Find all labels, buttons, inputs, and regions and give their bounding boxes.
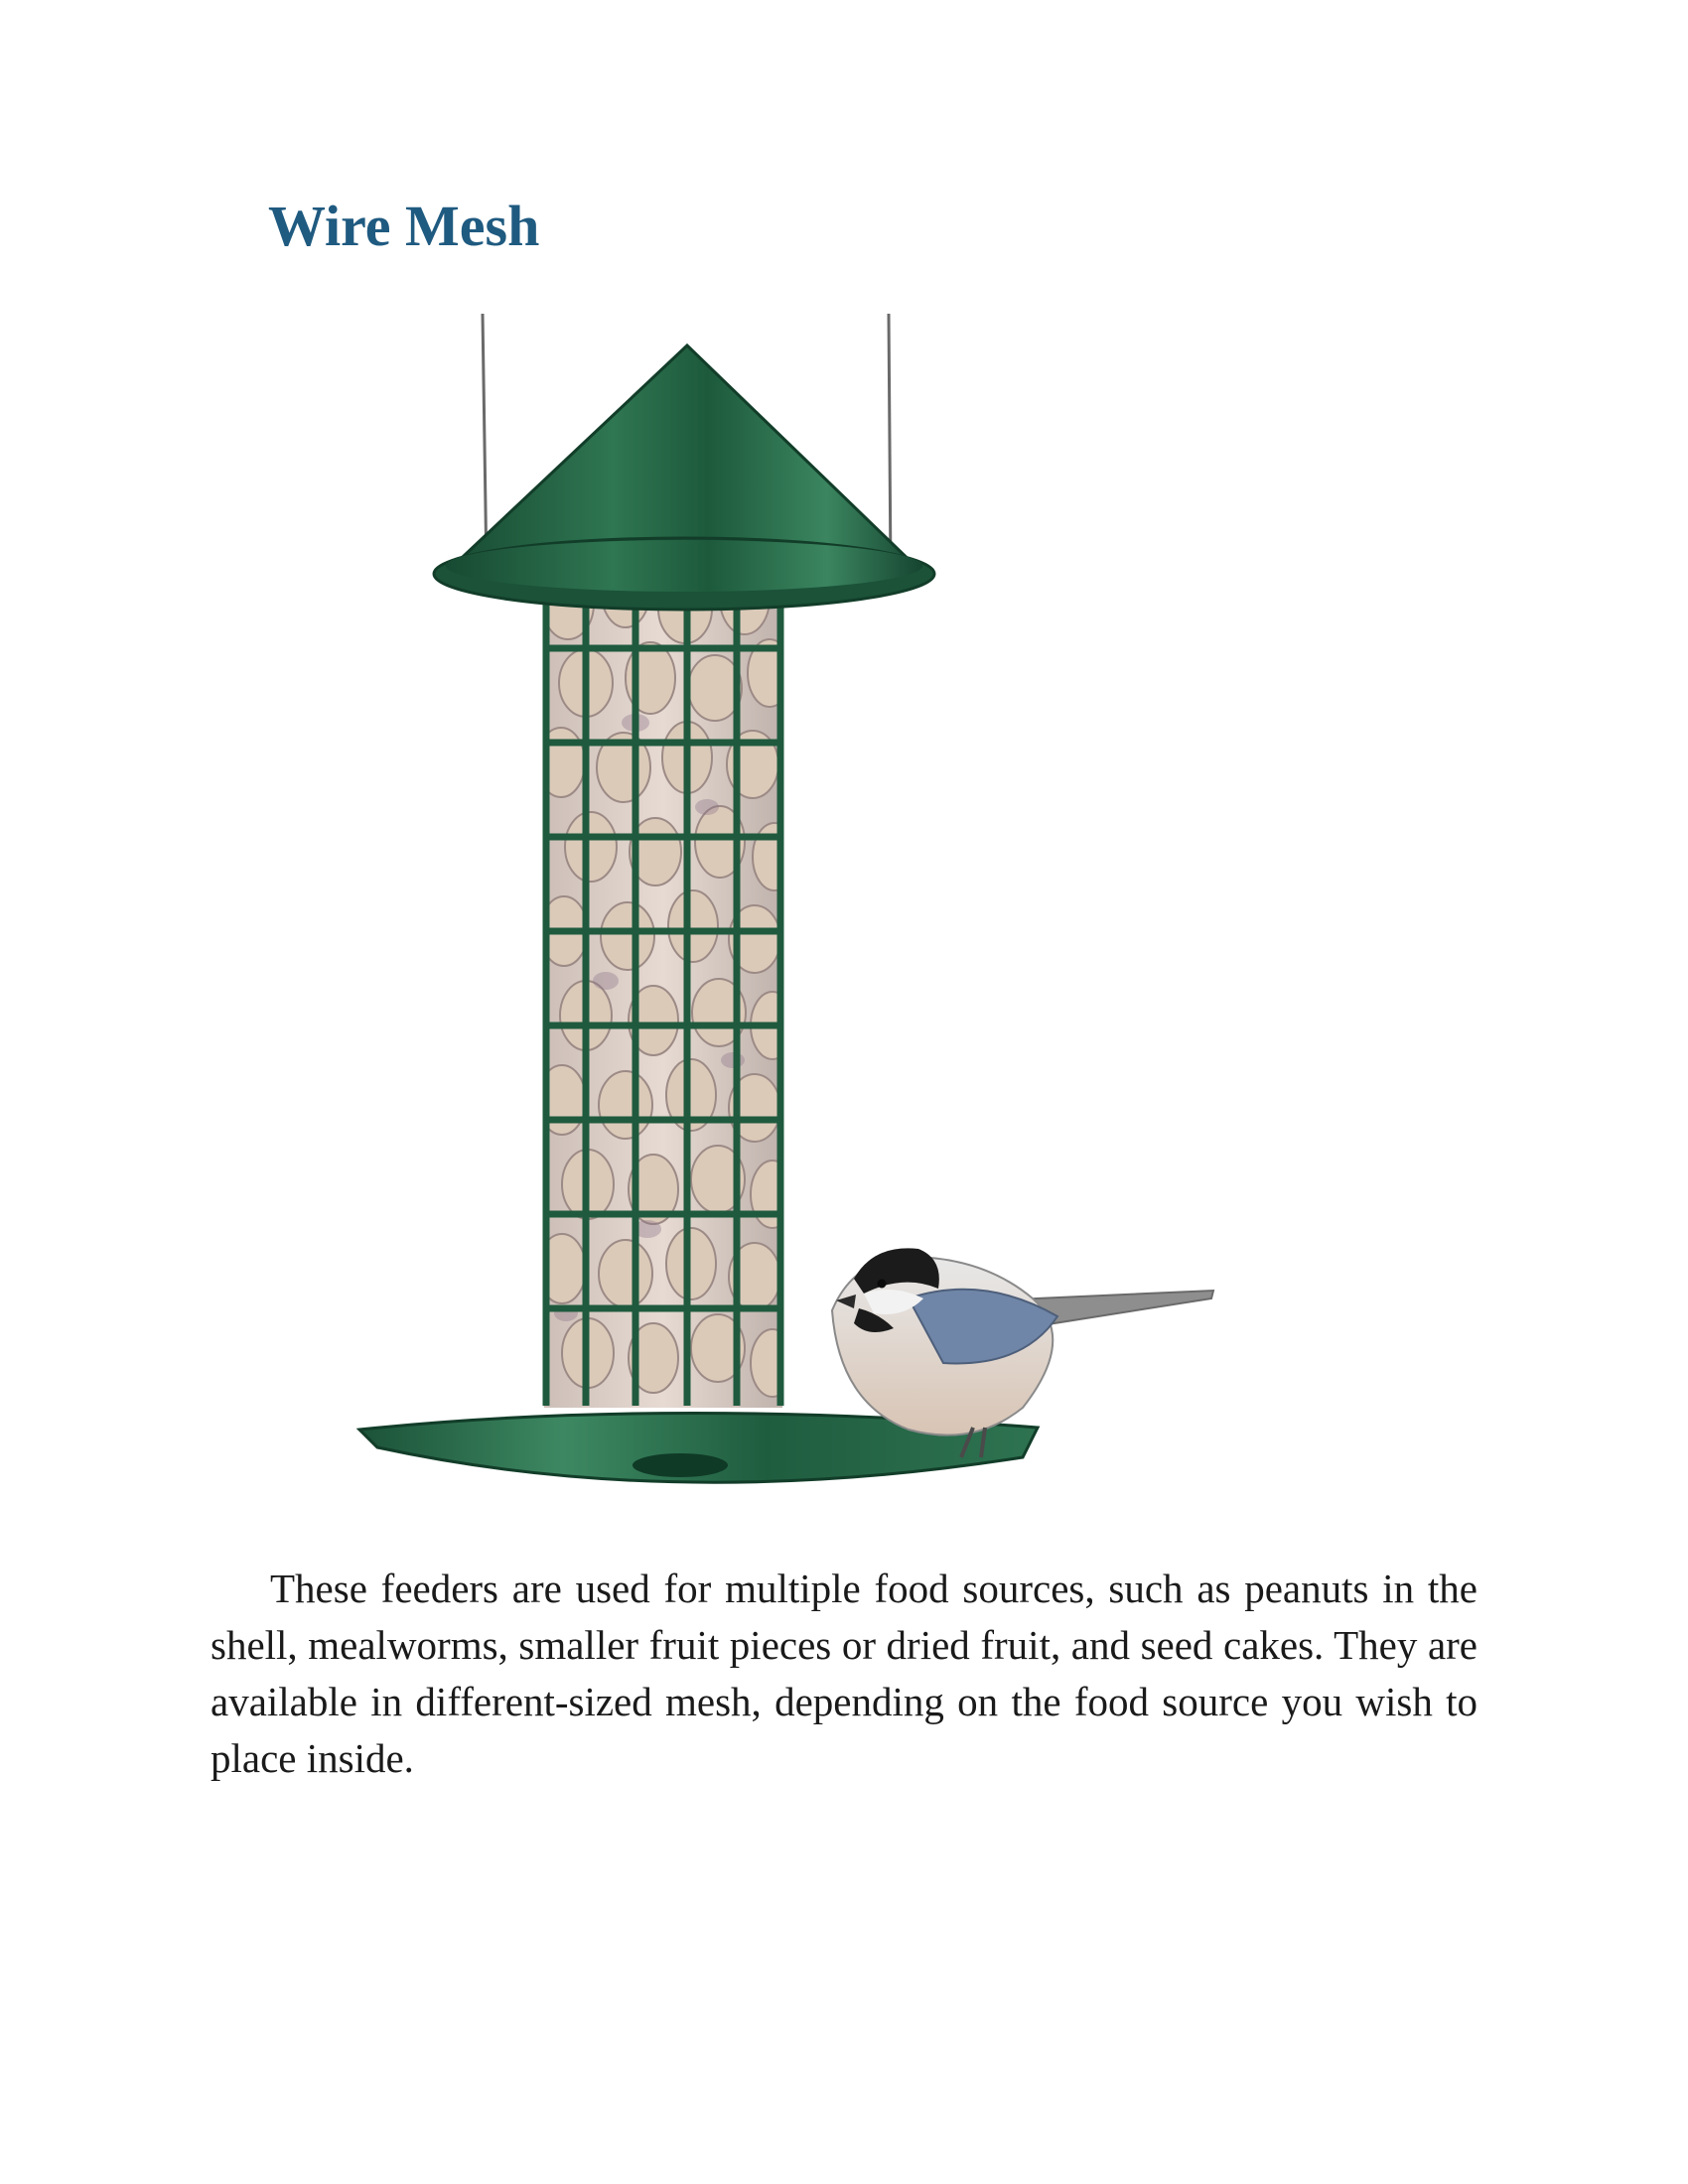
hanging-wire-right xyxy=(889,314,891,574)
section-heading: Wire Mesh xyxy=(268,194,540,258)
peanut-fill xyxy=(537,559,796,1408)
bird-feeder-illustration xyxy=(338,306,1331,1517)
feeder-roof xyxy=(434,345,934,610)
body-paragraph: These feeders are used for multiple food sources, such as peanuts in the shell, mealworms, smaller fruit pieces or dried fruit, and seed cakes. They are available in different-sized mesh, depending on the food source you wish to place inside. xyxy=(211,1566,1477,1781)
